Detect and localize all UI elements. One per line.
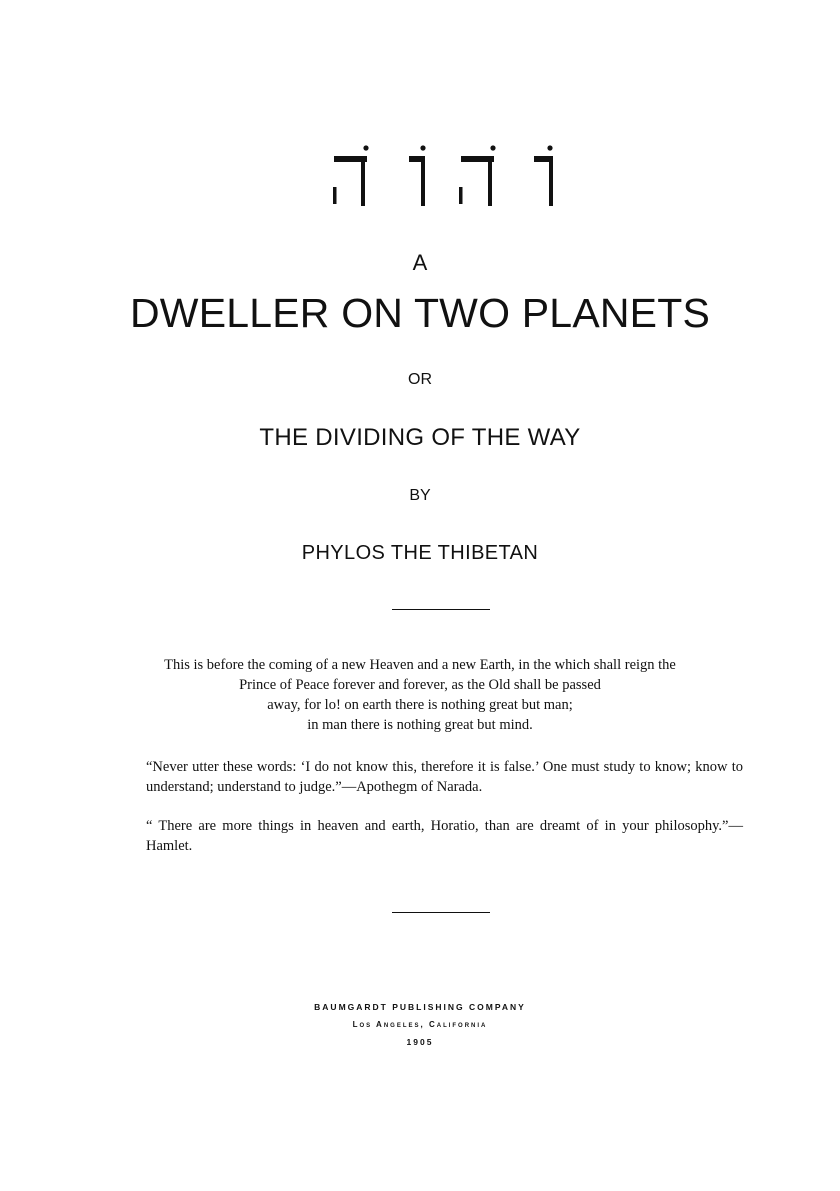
publisher-name: BAUMGARDT PUBLISHING COMPANY [314,1002,526,1012]
epigraph-line: away, for lo! on earth there is nothing great but man; [267,697,573,713]
hebrew-tetragrammaton [328,138,558,208]
page-title: DWELLER ON TWO PLANETS [129,290,711,336]
publication-year: 1905 [406,1037,434,1047]
publisher-city: Los Angeles, California [352,1020,488,1029]
title-conjunction: OR [408,371,432,388]
quote-narada: “Never utter these words: ‘I do not know this, therefore it is false.’ One must study to know; know to understand; understand to judge.”—Apothegm of Narada. [146,759,743,795]
quote-hamlet: “ There are more things in heaven and earth, Horatio, than are dreamt of in your philosophy.”—Hamlet. [146,818,743,854]
divider-top [392,609,490,610]
epigraph [0,655,840,735]
epigraph-line: Prince of Peace forever and forever, as the Old shall be passed [239,677,601,693]
divider-bottom [392,912,490,913]
epigraph-line: This is before the coming of a new Heaven and a new Earth, in the which shall reign the [164,657,676,673]
epigraph-line: in man there is nothing great but mind. [307,717,533,733]
byline-label: BY [409,487,431,504]
author-name: PHYLOS THE THIBETAN [301,542,539,564]
hebrew-tetragrammaton-glyphs [328,138,558,208]
title-article: A [412,250,428,275]
page-subtitle: THE DIVIDING OF THE WAY [259,424,581,451]
